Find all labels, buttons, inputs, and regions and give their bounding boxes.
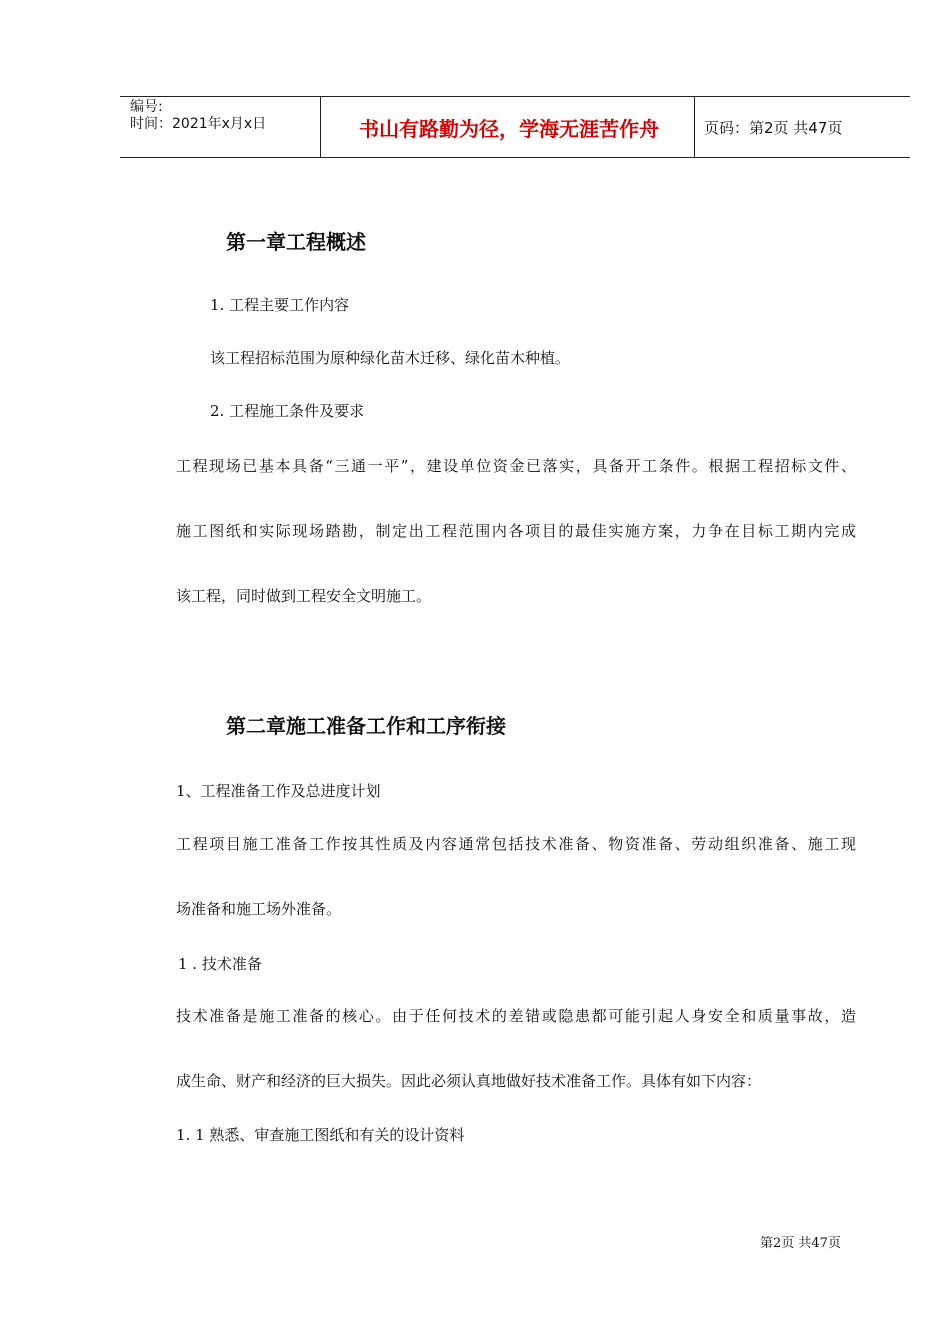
- paragraph-line: 该工程，同时做到工程安全文明施工。: [176, 587, 432, 605]
- chapter-1-item-2: 2. 工程施工条件及要求: [210, 402, 365, 420]
- header-divider: [320, 97, 321, 157]
- paragraph-line: 工程现场已基本具备“三通一平”，建设单位资金已落实，具备开工条件。根据工程招标文件、: [176, 457, 856, 475]
- chapter-2-section-1: 1、工程准备工作及总进度计划: [176, 782, 381, 800]
- header-page-label: 页码：第2页 共47页: [704, 118, 843, 137]
- chapter-2-subsection-1-1: 1. 1 熟悉、审查施工图纸和有关的设计资料: [176, 1126, 465, 1144]
- chapter-1-item-1: 1. 工程主要工作内容: [210, 296, 350, 314]
- chapter-1-item-1-text: 该工程招标范围为原种绿化苗木迁移、绿化苗木种植。: [210, 349, 571, 367]
- page-header-table: [120, 96, 910, 158]
- chapter-2-title: 第二章施工准备工作和工序衔接: [226, 714, 506, 738]
- paragraph-line: 工程项目施工准备工作按其性质及内容通常包括技术准备、物资准备、劳动组织准备、施工现: [176, 835, 856, 853]
- paragraph-line: 技术准备是施工准备的核心。由于任何技术的差错或隐患都可能引起人身安全和质量事故，造: [176, 1007, 856, 1025]
- header-motto: 书山有路勤为径，学海无涯苦作舟: [359, 116, 659, 141]
- chapter-2-subsection-1: 1 . 技术准备: [178, 955, 262, 973]
- header-meta: [130, 99, 266, 133]
- paragraph-line: 施工图纸和实际现场踏勘，制定出工程范围内各项目的最佳实施方案，力争在目标工期内完成: [176, 522, 856, 540]
- paragraph-line: 成生命、财产和经济的巨大损失。因此必须认真地做好技术准备工作。具体有如下内容：: [176, 1072, 762, 1090]
- time-label: 时间：2021年x月x日: [130, 116, 267, 132]
- chapter-1-title: 第一章工程概述: [226, 230, 366, 254]
- paragraph-line: 场准备和施工场外准备。: [176, 900, 342, 918]
- page-footer: 第2页 共47页: [760, 1236, 841, 1251]
- serial-label: 编号:: [130, 99, 163, 115]
